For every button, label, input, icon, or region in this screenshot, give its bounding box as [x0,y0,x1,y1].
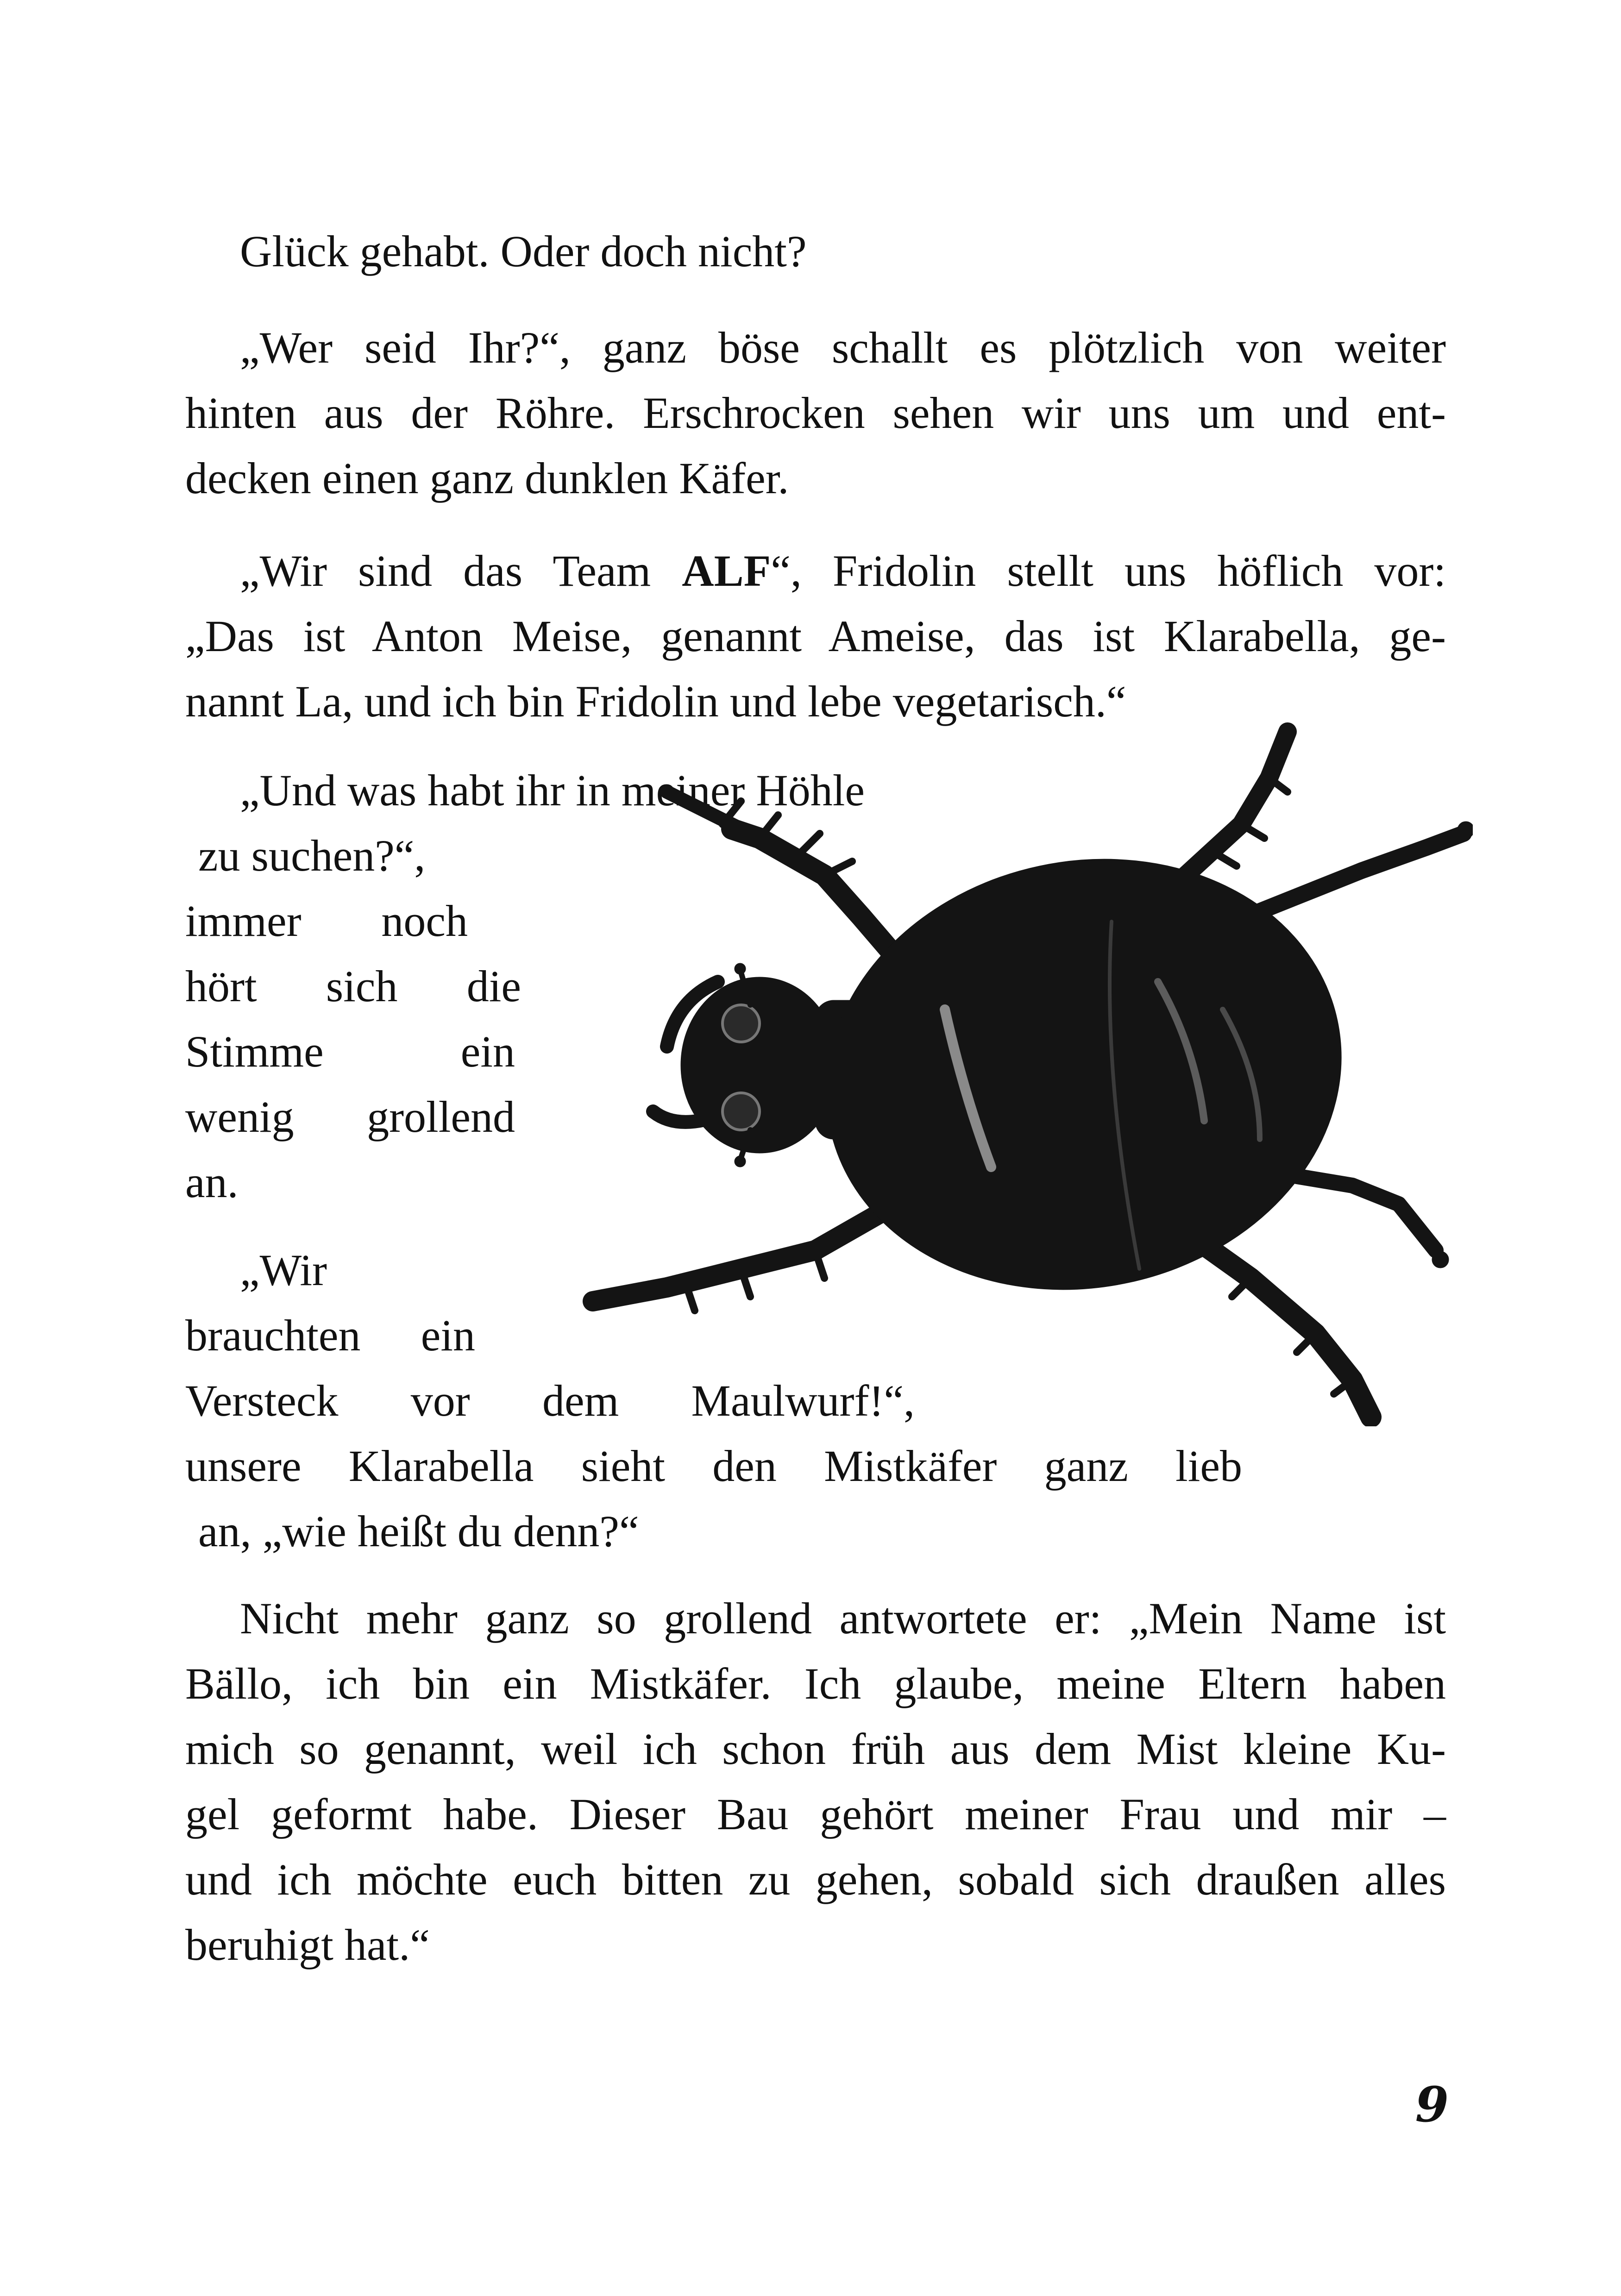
paragraph-4-line-1: „Und was habt ihr in meiner Höhle [240,765,865,815]
paragraph-6-line-4: gel geformt habe. Dieser Bau gehört meiner Frau und mir – [185,1789,1446,1839]
paragraph-4-line-2: zu suchen?“, [198,831,426,880]
paragraph-3-line-2: „Das ist Anton Meise, genannt Ameise, das ist Klarabella, ge- [185,611,1446,661]
page-number: 9 [1415,2076,1449,2133]
paragraph-5-line-5: an, „wie heißt du denn?“ [198,1506,639,1556]
team-name: ALF [682,546,771,596]
paragraph-3-line-1 [240,538,1446,603]
paragraph-2-line-1: „Wer seid Ihr?“, ganz böse schallt es plötzlich von weiter [240,323,1446,372]
paragraph-5-line-1: „Wir [240,1245,327,1295]
paragraph-6-line-1: Nicht mehr ganz so grollend antwortete er: „Mein Name ist [240,1593,1446,1643]
paragraph-5-line-4: unsere Klarabella sieht den Mistkäfer ganz lieb [185,1441,1242,1491]
paragraph-3-pre: „Wir sind das Team [240,546,682,596]
paragraph-3-line-3: nannt La, und ich bin Fridolin und lebe vegetarisch.“ [185,677,1126,726]
paragraph-6-line-2: Bällo, ich bin ein Mistkäfer. Ich glaube, meine Eltern haben [185,1659,1446,1708]
paragraph-6-line-3: mich so genannt, weil ich schon früh aus dem Mist kleine Ku- [185,1724,1446,1774]
paragraph-2-line-3: decken einen ganz dunklen Käfer. [185,453,789,503]
paragraph-4-line-5: Stimme ein [185,1027,515,1076]
paragraph-6-line-5: und ich möchte euch bitten zu gehen, sobald sich draußen alles [185,1855,1446,1904]
paragraph-4-line-6: wenig grollend [185,1092,515,1142]
paragraph-4-line-4: hört sich die [185,961,521,1011]
paragraph-5-line-3: Versteck vor dem Maulwurf!“, [185,1376,915,1425]
paragraph-6-line-6: beruhigt hat.“ [185,1920,430,1970]
dung-beetle-icon [500,722,1473,1426]
paragraph-4-line-7: an. [185,1157,239,1207]
paragraph-2-line-2: hinten aus der Röhre. Erschrocken sehen wir uns um und ent- [185,388,1446,438]
paragraph-4-line-3: immer noch [185,896,468,946]
paragraph-5-line-2: brauchten ein [185,1311,475,1360]
paragraph-3-post: “, Fridolin stellt uns höflich vor: [771,546,1446,596]
paragraph-1: Glück gehabt. Oder doch nicht? [240,226,807,276]
